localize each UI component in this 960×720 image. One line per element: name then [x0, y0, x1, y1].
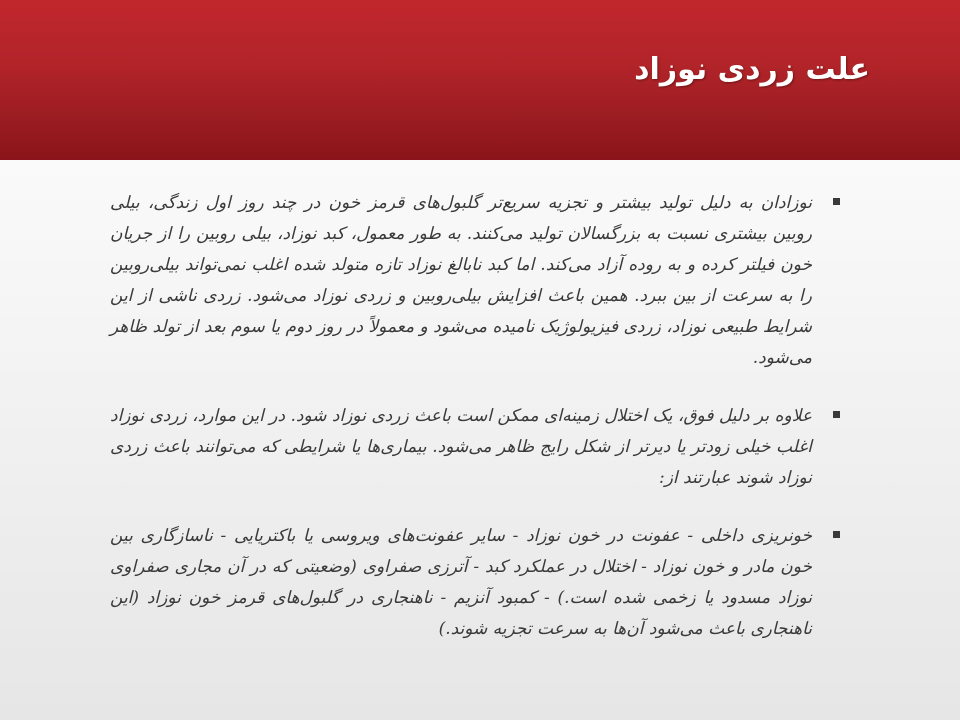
content-area	[110, 188, 840, 672]
square-bullet-icon	[833, 411, 840, 418]
slide-title: علت زردی نوزاد	[634, 52, 870, 87]
bullet-item	[110, 401, 840, 494]
bullet-text: خونریزی داخلی - عفونت در خون نوزاد - سایر عفونت‌های ویروسی یا باکتریایی - ناسازگاری بین خون مادر و خون نوزاد - اختلال در عملکرد کبد - آترزی صفراوی (وضعیتی که در آن مجاری صفراوی نوزاد مسدود یا زخمی شده است.) - کمبود آنزیم - ناهنجاری در گلبول‌های قرمز خون نوزاد (این ناهنجاری باعث می‌شود آن‌ها به سرعت تجزیه شوند.)	[110, 526, 812, 639]
bullet-text: نوزادان به دلیل تولید بیشتر و تجزیه سریع‌تر گلبول‌های قرمز خون در چند روز اول زندگی، بیلی روبین بیشتری نسبت به بزرگسالان تولید می‌کنند. به طور معمول، کبد نوزاد، بیلی روبین را از جریان خون فیلتر کرده و به روده آزاد می‌کند. اما کبد نابالغ نوزاد تازه متولد شده اغلب نمی‌تواند بیلی‌روبین را به سرعت از بین ببرد. همین باعث افزایش بیلی‌روبین و زردی نوزاد می‌شود. زردی ناشی از این شرایط طبیعی نوزاد، زردی فیزیولوژیک نامیده می‌شود و معمولاً در روز دوم یا سوم بعد از تولد ظاهر می‌شود.	[110, 193, 812, 368]
title-banner	[0, 0, 960, 160]
square-bullet-icon	[833, 198, 840, 205]
bullet-item	[110, 521, 840, 645]
square-bullet-icon	[833, 531, 840, 538]
bullet-text: علاوه بر دلیل فوق، یک اختلال زمینه‌ای ممکن است باعث زردی نوزاد شود. در این موارد، زردی نوزاد اغلب خیلی زودتر یا دیرتر از شکل رایج ظاهر می‌شود. بیماری‌ها یا شرایطی که می‌توانند باعث زردی نوزاد شوند عبارتند از:	[110, 406, 812, 488]
bullet-item	[110, 188, 840, 374]
